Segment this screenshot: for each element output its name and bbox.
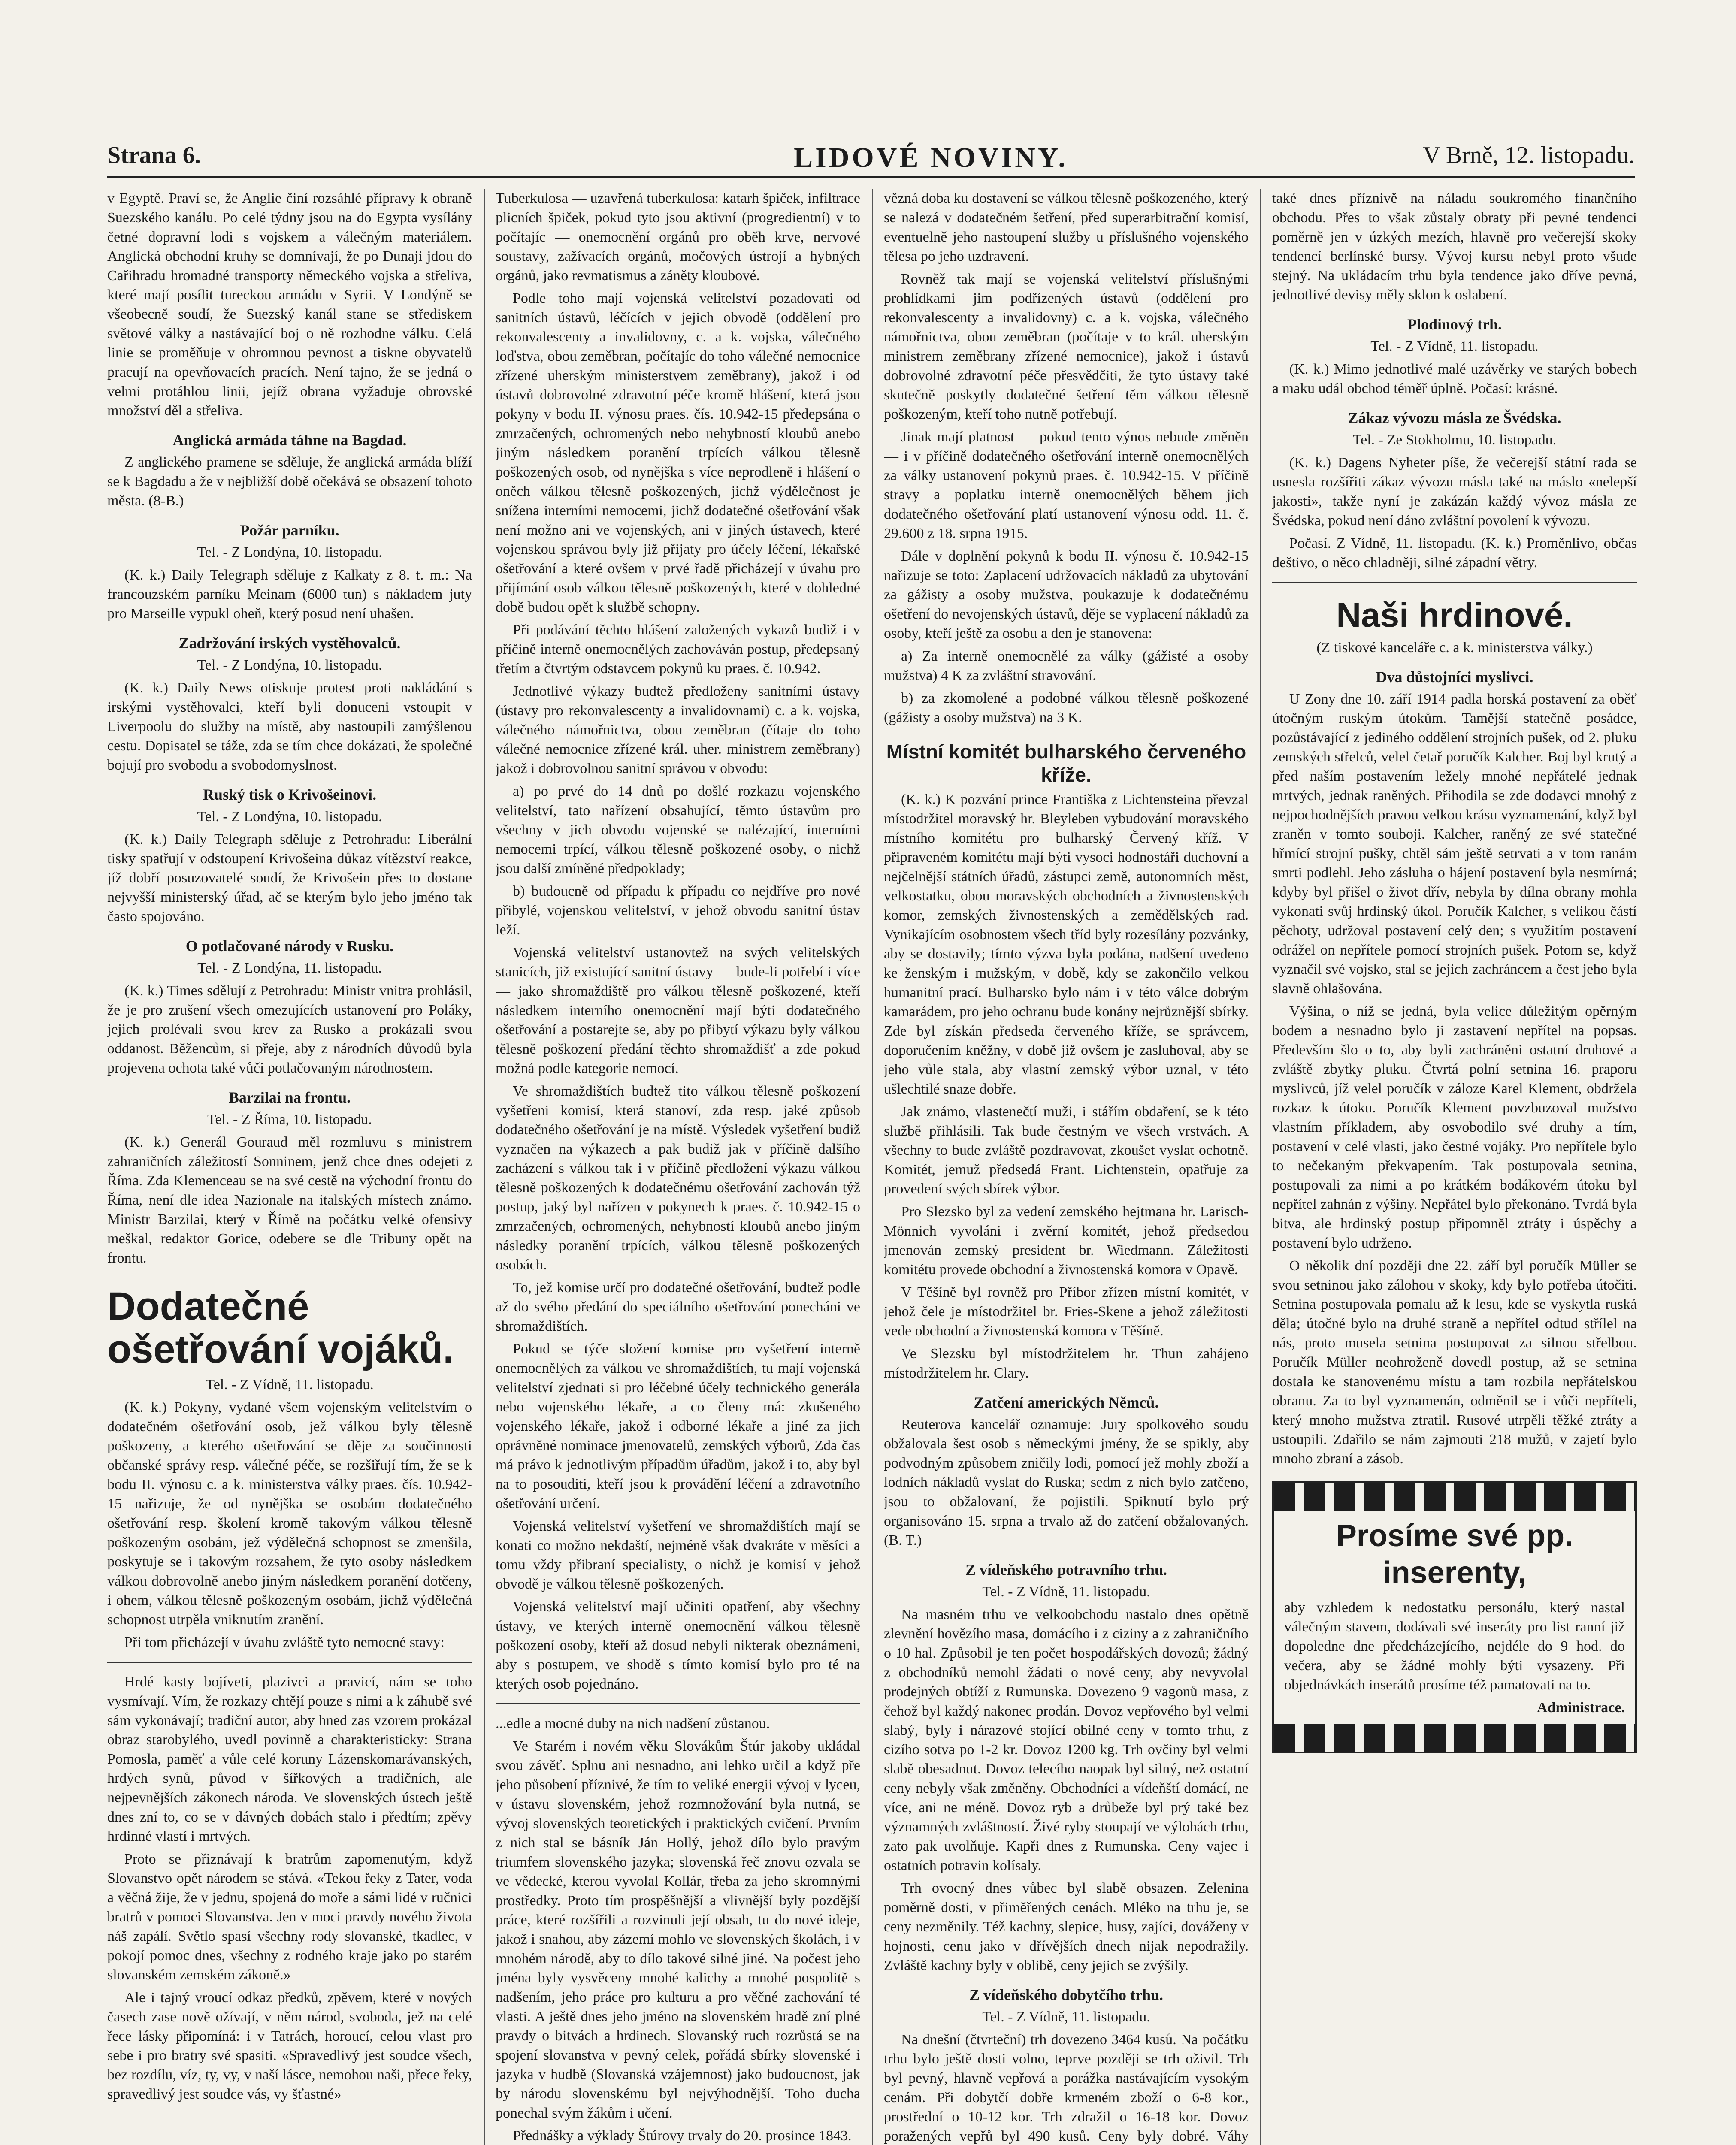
telegram-line: Tel. - Z Říma, 10. listopadu. <box>207 1112 372 1127</box>
ornament-strip <box>1274 1724 1635 1752</box>
article-body: (K. k.) Dagens Nyheter píše, že večerejší státní rada se usnesla rozšířiti zákaz vývozu másla také na máslo «nelepší jakosti», takže nyní je zakázán každý vývoz másla ze Švédska, pokud není dáno zvláštní povolení k vývozu. <box>1272 455 1637 529</box>
article-body: To, jež komise určí pro dodatečné ošetřování, budtež podle až do svého předání do speciálního ošetřování ponecháni ve shromaždištích. <box>496 1280 860 1334</box>
article-heading: Ruský tisk o Krivošeinovi. <box>203 786 377 803</box>
article-body: také dnes příznivě na náladu soukromého finančního obchodu. Přes to však zůstaly obraty při pevné tendenci poměrně jen v úzkých mezích, hlavně pro večerejší skoky tendencí berlínské bursy. Vývoj kursu nebyl proto všude stejný. Na ukládacím trhu byla tendence jako dříve pevná, jednotlivé devisy měly sklon k oslabení. <box>1272 190 1637 303</box>
weather-report: Počasí. Z Vídně, 11. listopadu. (K. k.) Proměnlivo, občas deštivo, o něco chladněji, silné západní větry. <box>1272 535 1637 571</box>
article-body: Reuterova kancelář oznamuje: Jury spolkového soudu obžalovala šest osob s německými jmény, že se spikly, aby podvodným způsobem zničily lodi, pomocí jež mohly zboží a lodních nákladů vyslat do Ruska; sedm z nich bylo zatčeno, jsou to obžalovaní, že pojistili. Spiknutí bylo prý organisováno 15. srpna a trvalo až do zatčení obžalovaných. (B. T.) <box>884 1417 1249 1548</box>
advertisement-box <box>1272 1481 1637 1753</box>
column-2 <box>496 189 860 2145</box>
article-body: (K. k.) Generál Gouraud měl rozmluvu s ministrem zahraničních záležitostí Sonninem, jenž chce dnes odejeti z Říma. Zda Klemenceau se na své cestě na východní frontu do Říma, není dle idea Nazionale na italských místech známo. Ministr Barzilai, který v Římě na počátku velké ofensivy meškal, redaktor Gorice, odebere se dle Tribuny opět na frontu. <box>107 1134 472 1266</box>
section-divider <box>107 1662 472 1663</box>
article-body: Jinak mají platnost — pokud tento výnos nebude změněn — i v příčině dodatečného ošetřování interně onemocnělých za války ustanovení pokynů praes. č. 10.942-15. V příčině stravy a poplatku interně onemocnělých během jich dodatečného ošetřování platí ustanovení výnosu odd. 11. č. 29.600 z 18. srpna 1915. <box>884 429 1249 541</box>
article-body: Z anglického pramene se sděluje, že anglická armáda blíží se k Bagdadu a že v nejbližší době očekává se obsazení tohoto města. (8-B.) <box>107 454 472 509</box>
article-body: (K. k.) Daily Telegraph sděluje z Kalkaty z 8. t. m.: Na francouzském parníku Meinam (6000 tun) s nákladem juty pro Marseille vypukl oheň, který posud není uhašen. <box>107 567 472 622</box>
feuilleton-body: Hrdé kasty bojíveti, plazivci a pravicí, nám se toho vysmívají. Vím, že rozkazy chtějí pouze s nimi a k záhubě své sám vykonávají; tradiční autor, aby hned zas vzorem prokázal obraz starobylého, uvedl povinně a charakteristicky: Strana Pomosla, paměť a vůle celé koruny Lázenskomarávanských, hrdých synů, původ v šířkových a tradičních, ale nejpevnějších zákonech národa. Ve slovenských ústech ještě dnes zní to, co se v dávných dobách stalo i předtím; zpěvy hrdinné vlastí i mrtvých. <box>107 1674 472 1844</box>
telegram-line: Tel. - Z Vídně, 11. listopadu. <box>206 1377 374 1393</box>
article-body: Pokud se týče složení komise pro vyšetření interně onemocnělých za válkou ve shromaždištích, tu mají vojenská velitelství zjednati si pro léčebné účely technického generála nebo vojenského lékaře, a co členy má: zkušeného vojenského lékaře, jakož i odborné lékaře a jiné za jich oprávněné nominace jmenovatelů, zemských výborů, Zda čas má právo k jednotlivým případům úřadům, jakož i to, aby byl na to posouditi, kteří jsou k provádění léčení a zdravotního ošetřování určení. <box>496 1341 860 1511</box>
article-heading: O potlačované národy v Rusku. <box>185 937 394 955</box>
article-heading: Zákaz vývozu másla ze Švédska. <box>1348 409 1561 426</box>
article-body: U Zony dne 10. září 1914 padla horská postavení za oběť útočným ruským útokům. Tamější statečně posádce, pozůstávající z jediného oddělení strojních pušek, od 2. pluku zemských střelců, velel četař poručík Kalcher. Boj byl krutý a před naším postavením ležely mnohé nepřátelé jednak mrtvých, jednak raněných. Přihodila se zde dodavci mnohý z nejpochodnějších pravou velkou krásu vyznamenání, když byl zraněn v tomto souboji. Kalcher, raněný ze své statečné hřmící strojní pušky, chtěl sám ještě setrvati a v tom ranám smrti podlehl. Jeho zásluha o hájení postavení byla nesmírná; kdyby byl přišel o život dřív, nebyla by dílna obrany mohla vykonati svůj hrdinský úkol. Poručík Kalcher, s velikou částí pěchoty, udržoval postavení celý den; s využitím postavení odrážel on nepřítele pomocí strojních pušek. Potom se, když vyznačil své vojsko, stal se jejich zachráncem a čest jeho byla slavně ohlašována. <box>1272 691 1637 997</box>
article-continuation: v Egyptě. Praví se, že Anglie činí rozsáhlé přípravy k obraně Suezského kanálu. Po celé týdny jsou na do Egypta vysílány četné dopravní lodi s vojskem a válečným materiálem. Anglická obchodní kruhy se domnívají, že po Dunaji jdou do Cařihradu hromadné transporty německého vojska a střeliva, které mají posílit tureckou armádu v Syrii. V Londýně se všeobecně soudí, že Suezský kanál stane se střediskem světové války a nastávající boj o ně rozhodne válku. Celá linie se proměňuje v ohromnou pevnost a tiskne obyvatelů pracují na opevňovacích pracích. Není tajno, že se jedná o velmi protáhlou linii, jejíž obrana vyžaduje obrovské množství děl a střeliva. <box>107 190 472 419</box>
article-body: (K. k.) Times sdělují z Petrohradu: Ministr vnitra prohlásil, že je pro zrušení všech omezujících ustanovení pro Poláky, jejich prolévali svou krev za Rusko a prokázali svou oddanost. Běžencům, si přeje, aby z národních důvodů byla projevena ochota také vůči potlačovaným národnostem. <box>107 983 472 1076</box>
column-1 <box>107 189 472 2145</box>
telegram-line: Tel. - Z Londýna, 10. listopadu. <box>197 809 382 825</box>
article-body: Jednotlivé výkazy budtež předloženy sanitními ústavy (ústavy pro rekonvalescenty a invalidovnami) c. a k. vojska, válečného námořnictva, obou zeměbran (čítaje do toho válečné nemocnice zřízené král. uher. ministrem zeměbrany) jakož i dobrovolnou sanitní správou v obvodu: <box>496 683 860 776</box>
article-body: Podle toho mají vojenská velitelství pozadovati od sanitních ústavů, léčících v jejich obvodě (oddělení pro rekonvalescenty a invalidovny, c. a k. vojska, válečného loďstva, obou zeměbran, počítajíc do toho válečné nemocnice zřízené uherským ministerstvem zeměbrany), jakož i od ústavů dobrovolné zdravotní péče kromě hlášení, která jsou pokyny v bodu II. výnosu praes. čís. 10.942-15 předepsána o zmrzačených, ochromených nebo nehybností kloubů anebo jiným následkem poranění trpících válkou tělesně poškozených osob, od nynějška s více neprodleně i hlášení o oněch válkou tělesně poškozených, jichž výdělečnost je snížena interními nemocemi, jichž dodatečné ošetřování však není možno ani ve vojenských, ani v jiných ústavech, které vojenskou správou byly již přijaty pro účely léčení, lékařské ošetřování a které ovšem v prvé řadě přicházejí v úvahu pro přijímání osob válkou tělesně poškozených, které v dohledné době budou opět k službě schopny. <box>496 290 860 615</box>
feuilleton-body: Ale i tajný vroucí odkaz předků, zpěvem, které v nových časech zase nově ožívají, v něm národ, svoboda, jež na celé řece lásky připomíná: i v Tatrách, horoucí, celou vlast pro sebe i pro bratry své spasiti. «Spravedlivý jest soudce všech, bez rozdílu, víz, ty, vy, v naší lásce, nemohou naši, přece řeky, spravedlivý jest soudce vás, vy šťastné» <box>107 1990 472 2102</box>
article-body: (K. k.) Mimo jednotlivé malé uzávěrky ve starých bobech a maku udál obchod téměř úplně. Počasí: krásné. <box>1272 361 1637 396</box>
telegram-line: Tel. - Z Londýna, 11. listopadu. <box>197 960 382 976</box>
newspaper-page <box>107 142 1635 2145</box>
article-heading: Barzilai na frontu. <box>228 1089 351 1106</box>
article-body: (K. k.) K pozvání prince Františka z Lichtensteina převzal místodržitel moravský hr. Bleyleben vybudování moravského místního komitétu pro bulharský Červený kříž. V připraveném komitétu mají býti vysoci hodnostáři duchovní a nejčelnější státních úřadů, zástupci země, autonomních měst, velkostatku, obou moravských obchodních a živnostenských komor, zemských živnostenských a zemědělských rad. Vynikajícím osobnostem všech tříd byly rozesílány pozvánky, aby se dostavily; tímto výzva byla podána, nadšení uvedeno ke ženským i mužským, v době, kdy se zakončilo velkou humanitní prací. Bulharsko bylo nám i v této válce dobrým kamarádem, pro jeho ochranu bude konány nejrůznější sbírky. Zde byl získán předseda červeného kříže, se správcem, doporučením kněžny, v době již ovšem je zasluhoval, aby se jeho vůle stala, aby vlastní zemský výbor uznal, v této ušlechtilé snaze dobře. <box>884 792 1249 1097</box>
telegram-line: Tel. - Z Vídně, 11. listopadu. <box>982 2009 1150 2025</box>
column-rule <box>484 189 485 2145</box>
article-body: Pro Slezsko byl za vedení zemského hejtmana hr. Larisch-Mönnich vyvoláni i zvěrní komitét, jehož předsedou jmenován zemský president br. Wiedmann. Záležitosti komitétu provede obchodní a živnostenská komora v Opavě. <box>884 1204 1249 1278</box>
article-body: Vojenská velitelství vyšetření ve shromaždištích mají se konati co možno nekdaští, nejméně však dvakráte v měsíci a tomu vždy přibraní specialisty, o nichž je komisí v jehož obvodě je válkou tělesně poškozených. <box>496 1518 860 1592</box>
article-body: Trh ovocný dnes vůbec byl slabě obsazen. Zelenina poměrně dosti, v přiměřených cenách. Mléko na trhu je, se ceny nezměnily. Též kachny, slepice, husy, zajíci, dováženy v hojnosti, cenu jako v dřívějších dnech nijak nepodražily. Zvláště kachny byly v oblibě, ceny jejich se zvýšily. <box>884 1880 1249 1973</box>
article-body: Na dnešní (čtvrteční) trh dovezeno 3464 kusů. Na počátku trhu bylo ještě dosti volno, teprve později se trh oživil. Trh byl pevný, hlavně vepřová a porážka nastávajícím vysokým cenám. Při dobytčí dobře krmeném zboží o 6-8 kor., prostřední o 10-12 kor. Trh zdražil o 16-18 kor. Dovoz poražených vepřů byl 490 kusů. Ceny byly dobré. Váhy <box>884 2032 1249 2144</box>
article-subtitle: (Z tiskové kanceláře c. a k. ministerstva války.) <box>1316 640 1593 656</box>
column-3 <box>884 189 1249 2145</box>
article-body: Tuberkulosa — uzavřená tuberkulosa: katarh špiček, infiltrace plicních špiček, pokud tyto jsou aktivní (progredientní) v to počítajíc — onemocnění orgánů pro oběh krve, nervové soustavy, zažívacích orgánů, močových ústrojí a hybných orgánů, jako revmatismus a záněty kloubové. <box>496 190 860 284</box>
article-body: (K. k.) Daily News otiskuje protest proti nakládání s irskými vystěhovalci, kteří byli donuceni vstoupit v Liverpoolu do služby na místě, aby nastoupili zamýšlenou cestu. Dopisatel se táže, zda se tím chce dokázati, že společné bojují pro svobodu a svobodomyslnost. <box>107 680 472 773</box>
page-number: Strana 6. <box>107 142 201 169</box>
column-rule <box>872 189 873 2145</box>
article-body: Ve Slezsku byl místodržitelem hr. Thun zahájeno místodržitelem hr. Clary. <box>884 1346 1249 1381</box>
article-body: Dále v doplnění pokynů k bodu II. výnosu č. 10.942-15 nařizuje se toto: Zaplacení udržovacích nákladů za ubytování za gážisty a osoby mužstva, poukazuje k dodatečnému ošetření do nevojenských ústavů, děje se vyplacení nákladů za osoby, kteří ještě za osobu a den je stanovena: <box>884 548 1249 641</box>
article-headline-large: Dodatečné ošetřování vojáků. <box>107 1284 454 1371</box>
telegram-line: Tel. - Z Vídně, 11. listopadu. <box>1370 338 1539 354</box>
ornament-strip <box>1274 1483 1635 1511</box>
article-body: Vojenská velitelství mají učiniti opatření, aby všechny ústavy, ve kterých interně onemocnění válkou tělesně poškození osoby, kteří až dosud nebyli nikterak obeznámeni, aby s postupem, ve shodě s tímto komisí bylo pro té na kterých osob pojednáno. <box>496 1599 860 1692</box>
feuilleton-body: Přednášky a výklady Štúrovy trvaly do 20. prosince 1843. <box>513 2128 852 2144</box>
feuilleton-body: Ve Starém i novém věku Slovákům Štúr jakoby ukládal svou závěť. Splnu ani nesnadno, ani lehko určil a když pře jeho působení příznivé, že tím to veliké energii vývoj v lyceu, v ústavu slovenském, jehož rozmnožování byla nutná, se vývoj slovenských teoretických i praktických cvičení. Prvním z nich stal se básník Ján Hollý, jehož dílo bylo pravým triumfem slovenského jazyka; slovenská řeč znovu ozvala se ve vědecké, kterou vyvolal Kollár, třeba za jeho skromnými prostředky. Proto tím prospěšnější a vlivnější byly pozdější práce, které rozšířili a rozvinuli její obsah, tu do nové ideje, jakož i snahou, aby zázemí mohlo ve slovenských školách, i v mnohém národě, aby to dílo takové silné jiné. Na počest jeho jména byly vysvěceny mnohé kalichy a mnohé pospolitě s nadšením, jeho práce pro kulturu a pro věčné zachování té vlasti. A ještě dnes jeho jméno na slovenském hradě zní plné pravdy o bitvách a hrdinech. Slovanský ruch rozrůstá se na spojení slovanstva v pevný celek, pořádá sbírky slovenské i jazyka v hudbě (Slovanská vzájemnost) jako budoucnost, jak by národu slovenskému byl nejvýhodnější. Toho ducha ponechal svým žákům i učení. <box>496 1738 860 2121</box>
article-body: Vojenská velitelství ustanovtež na svých velitelských stanicích, již existující sanitní ústavy — bude-li potřebí i více — jako shromaždiště pro válkou tělesně poškozené, kteří následkem interního onemocnění mají býti dodatečného ošetřování a postarejte se, aby po přibytí výkazu byly válkou tělesně poškození předání těchto shromaždišť a zde pokud možná podle kategorie nemocí. <box>496 945 860 1076</box>
ad-body: aby vzhledem k nedostatku personálu, který nastal válečným stavem, dodávali své inseráty pro list ranní již dopoledne dne předcházejícího, nejdéle do 9 hod. do večera, aby se žádné mohly býti vysazeny. Při objednávkách inserátů prosíme též pamatovati na to. <box>1284 1600 1625 1693</box>
telegram-line: Tel. - Ze Stokholmu, 10. listopadu. <box>1352 432 1557 448</box>
article-body: O několik dní později dne 22. září byl poručík Müller se svou setninou jako zálohou v skoky, kdy bylo potřeba útočiti. Setnina postupovala pomalu až k lesu, kde se vyskytla ruská děla; útočné bylo na druhé straně a nepřítel odtud střílel na nás, proto musela setnina postupovat za silnou střelbou. Poručík Müller neohroženě dovedl postup, až se setnina dostala ke stanovenému místu a tam rozbila nepřátelskou obranu. Za to byl vyznamenán, odměnil se i vůči nepříteli, který mnoho mužstva ztratil. Rusové utrpěli těžké ztráty a ustoupili. Zdařilo se nám zajmouti 218 mužů, v zajetí bylo mnoho zbraní a zásob. <box>1272 1258 1637 1467</box>
dateline: V Brně, 12. listopadu. <box>1423 142 1635 169</box>
article-body: Při tom přicházejí v úvahu zvláště tyto nemocné stavy: <box>124 1634 445 1650</box>
article-heading: Zatčení amerických Němců. <box>974 1394 1159 1411</box>
telegram-line: Tel. - Z Londýna, 10. listopadu. <box>197 544 382 560</box>
article-body: Výšina, o níž se jedná, byla velice důležitým opěrným bodem a nesnadno bylo ji zastavení nepřítel na popsas. Především šlo o to, aby byli zachráněni ostatní druhové a zvláště zbytky pluku. Čtvrtá polní setnina 16. praporu myslivců, jíž velel poručík v záloze Karel Klement, obdržela rozkaz k útoku. Poručík Klement povzbuzoval mužstvo vlastním příkladem, aby osvobodilo své druhy a tím, postavení v celé vlasti, jako čestné vojáky. Pro nepřítele bylo to nečekaným překvapením. Tak postupovala setnina, postupovali za nimi a po krátkém bodákovém útoku byl nepřítel zahnán z výšiny. Nepřátel bylo překonáno. Tvrdá byla bitva, ale hrdinský postup připomněl ztráty i úspěchy a postavení bylo udrženo. <box>1272 1003 1637 1251</box>
article-heading: Požár parníku. <box>240 522 339 539</box>
column-rule <box>1260 189 1261 2145</box>
article-heading: Plodinový trh. <box>1407 316 1502 333</box>
article-headline: Místní komitét bulharského červeného kříže. <box>886 740 1246 786</box>
page-header <box>107 142 1635 178</box>
article-heading: Dva důstojníci myslivci. <box>1376 668 1533 686</box>
article-body: Při podávání těchto hlášení založených vykazů budiž i v příčině interně onemocnělých zachováván postup, předepsaný třetím a čtvrtým odstavcem pokynů ku praes. č. 10.942. <box>496 622 860 677</box>
article-body: Jak známo, vlastenečtí muži, i stářím obdaření, se k této službě přihlásili. Tak bude čestným ve všech vrstvách. A všechny to bude zvláště pozdravovat, zkoušet vyslat ochotně. Komitét, jemuž předsedá Frant. Lichtenstein, opatřuje za provedení svých sbírek výbor. <box>884 1104 1249 1197</box>
ad-headline: Prosíme své pp. inserenty, <box>1336 1519 1573 1590</box>
article-body: Ve shromaždištích budtež tito válkou tělesně poškození vyšetřeni komisí, která stanoví, zda resp. jaké způsob dodatečného ošetřování je na místě. Výsledek vyšetření budiž vyznačen na výkazech a pak budiž jak v příčině dalšího zacházení s válkou tak i v příčině předložení výkazu válkou tělesně poškozených k dodatečnému ošetřování zachován týž postup, jaký byl nařízen v pokynech k praes. č. 10.942-15 o zmrzačených, ochromených, nehybností kloubů anebo jiným následky poranění trpících, válkou tělesně poškozených osobách. <box>496 1083 860 1273</box>
article-heading: Anglická armáda táhne na Bagdad. <box>172 432 407 449</box>
article-body: Na masném trhu ve velkoobchodu nastalo dnes opětně zlevnění hovězího masa, domácího i z ciziny a z zahraničního o 10 hal. Způsobil je ten počet hospodářských dovozů; žádný z obchodníků nemohl žádati o nové ceny, aby nevyvolal prodejných obtíží z Rumunska. Dovezeno 9 vagonů masa, z čehož byl každý nakonec prodán. Dovoz vepřového byl velmi slabý, byly i nárazové stojící obilné ceny v tomto trhu, z cizího sotva po 1-2 kr. Dovoz 1200 kg. Trh ovčiny byl velmi slabě obesadnut. Dovoz telecího naopak byl silný, než ostatní ceny nebyly však změněny. Obchodníci a vídeňští domácí, ne více, ani ne méně. Dovoz ryb a drůbeže byl prý také bez významných zvláštností. Živé ryby stoupají ve výlohách trhu, zato pak uvolňuje. Kapři dnes z Rumunska. Ceny vajec i ostatních potravin kolísaly. <box>884 1607 1249 1873</box>
article-heading: Z vídeňského dobytčího trhu. <box>969 1986 1164 2003</box>
article-body: a) po prvé do 14 dnů po došlé rozkazu vojenského velitelství, tato nařízení obsahující, těmto ústavům pro všechny v jich obvodu vojenské se nalézající, interními nemocemi trpící, válkou tělesně poškozené osoby, o nichž jsou další zmíněné předpoklady; <box>496 783 860 876</box>
feuilleton-body: ...edle a mocné duby na nich nadšení zůstanou. <box>496 1716 770 1731</box>
article-heading: Zadržování irských vystěhovalců. <box>178 634 401 652</box>
telegram-line: Tel. - Z Londýna, 10. listopadu. <box>197 657 382 673</box>
ad-signature: Administrace. <box>1537 1700 1625 1716</box>
column-4 <box>1272 189 1637 2145</box>
article-body: (K. k.) Daily Telegraph sděluje z Petrohradu: Liberální tisky spatřují v odstoupení Krivošeina důkaz vítězství reakce, jíž dobří posuzovatelé soudí, že Krivošein přes to dostane nejvyšší ministerský úřad, ač se kterým bylo jeho jméno tak často spojováno. <box>107 831 472 924</box>
article-body: V Těšíně byl rovněž pro Příbor zřízen místní komitét, v jehož čele je místodržitel br. Fries-Skene a jehož záležitosti vede obchodní a živnostenská komora v Těšíně. <box>884 1284 1249 1339</box>
section-divider <box>1272 582 1637 583</box>
telegram-line: Tel. - Z Vídně, 11. listopadu. <box>982 1584 1150 1600</box>
article-body: b) budoucně od případu k případu co nejdříve pro nové přibylé, vojenskou velitelství, v jehož obvodu sanitní ústav leží. <box>496 883 860 938</box>
masthead-title: LIDOVÉ NOVINY. <box>794 142 1068 173</box>
article-body: a) Za interně onemocnělé za války (gážisté a osoby mužstva) 4 K za zvláštní stravování. <box>884 648 1249 683</box>
article-body: Rovněž tak mají se vojenská velitelství příslušnými prohlídkami jim podřízených ústavů (oddělení pro rekonvalescenty a invalidovny) c. a k. vojska, válečného námořnictva, obou zeměbran (počítaje v to král. uherským ministrem zeměbrany zřízené nemocnice), jakož i ústavů dobrovolné zdravotní péče přesvědčiti, že tyto ústavy také skutečně poskytly dodatečné šetření těm válkou tělesně poškozeným, kteří toho nutně potřebují. <box>884 271 1249 422</box>
feuilleton-body: Proto se přiznávají k bratrům zapomenutým, když Slovanstvo opět národem se stává. «Tekou řeky z Tater, voda a věčná žije, že v jednu, spojená do moře a sámi lidé v ručnici bratrů v pomoci Slovanstva. Jen v moci pravdy nového života náš zapálí. Světlo spasí všechny rody slovanské, tkadlec, v pokojí pomoc dnes, všechny z rodného kraje jako po starém slovanském zemském zákoně.» <box>107 1851 472 1983</box>
article-body: vězná doba ku dostavení se válkou tělesně poškozeného, který se nalezá v dodatečném šetření, před superarbitrační komisí, eventuelně jeho nastoupení služby u příslušného vojenského tělesa po jeho uzdravení. <box>884 190 1249 264</box>
article-body: (K. k.) Pokyny, vydané všem vojenským velitelstvím o dodatečném ošetřování osob, jež válkou byly tělesně poškozeny, a kterého ošetřování se děje za součinnosti občanské správy resp. válečné péče, se rozšiřují tím, že se k bodu II. výnosu c. a k. ministerstva války praes. čís. 10.942-15 nařizuje, že od nynějška se osobám dodatečného ošetřování resp. školení kromě takovým válkou tělesně poškozeným osobám, jež výdělečná schopnost se zmenšila, poskytuje se i takovým rozsahem, že tyto osoby následkem válkou dobrovolně anebo jiným následkem poranění dotčeny, i ohem, válkou tělesně poškozeným osobám, jichž výdělečná schopnost utrpěla vniknutím zranění. <box>107 1399 472 1628</box>
article-headline-large: Naši hrdinové. <box>1336 596 1573 634</box>
article-body: b) za zkomolené a podobné válkou tělesně poškozené (gážisty a osoby mužstva) na 3 K. <box>884 690 1249 725</box>
section-divider <box>496 1703 860 1704</box>
article-heading: Z vídeňského potravního trhu. <box>965 1561 1167 1578</box>
